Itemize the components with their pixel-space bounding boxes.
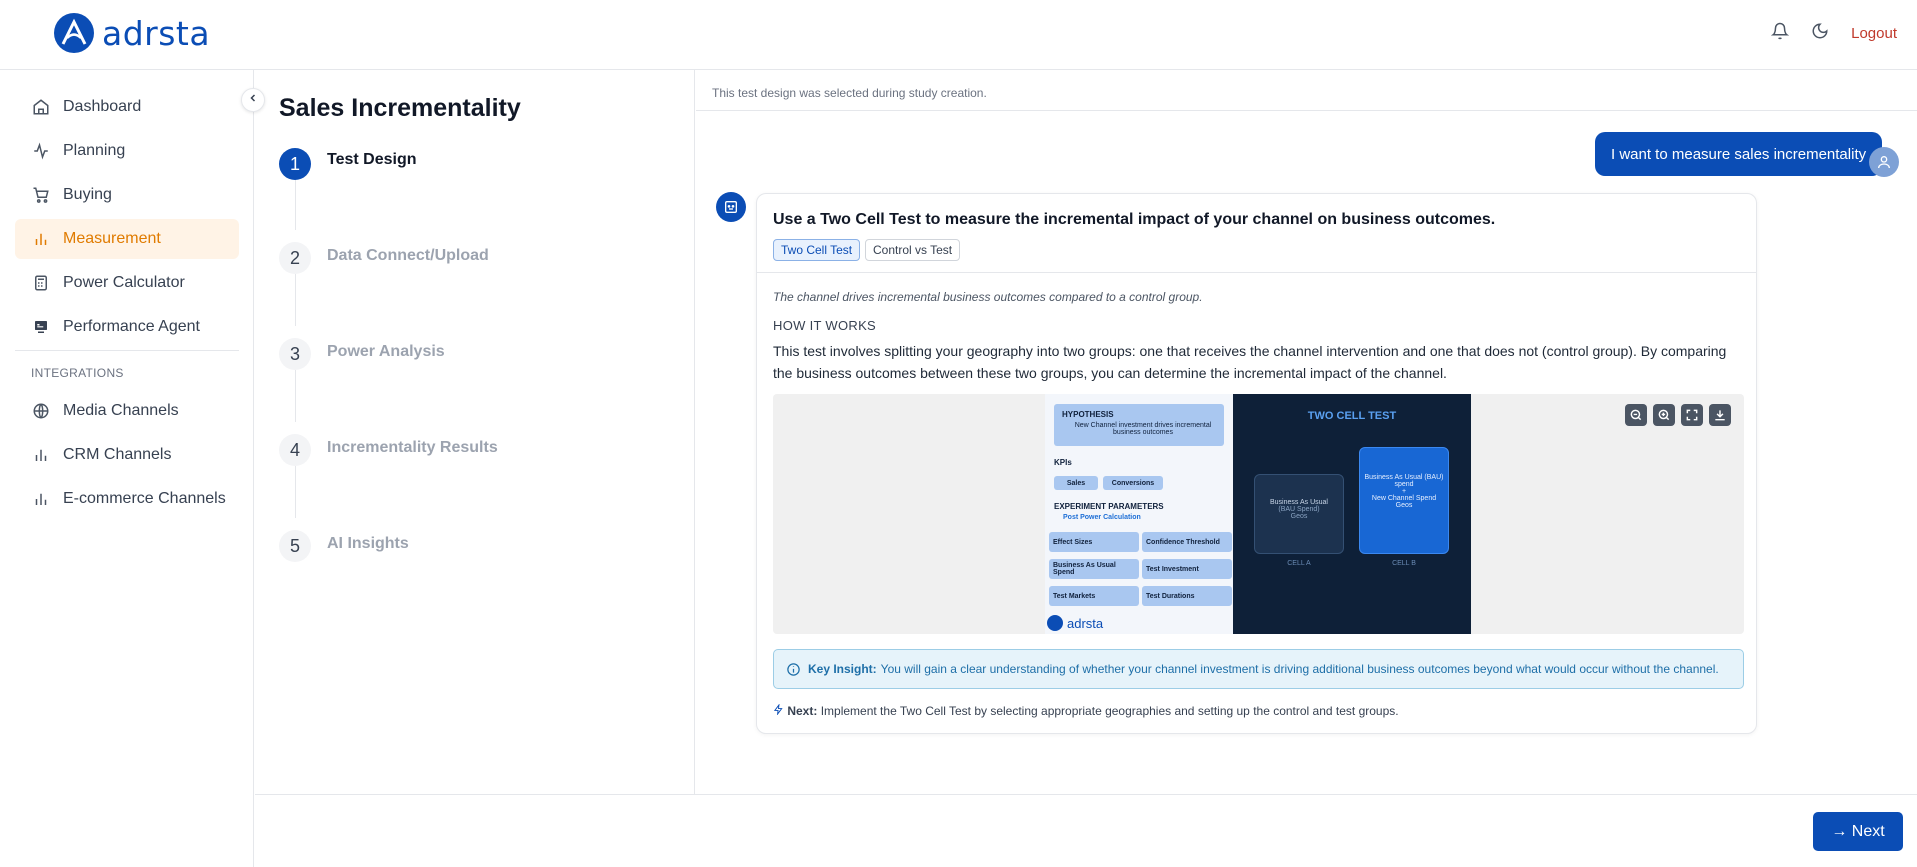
user-message: I want to measure sales incrementality [1595, 132, 1882, 176]
kpi-conversions: Conversions [1103, 476, 1163, 490]
sidebar-item-performance-agent[interactable] [15, 307, 239, 347]
sidebar-item-label: Measurement [63, 230, 161, 247]
step-label: Power Analysis [327, 343, 445, 360]
top-bar [0, 0, 1917, 70]
step-number: 2 [279, 242, 311, 274]
sidebar-item-label: Planning [63, 142, 126, 159]
cell-b-box [1359, 447, 1449, 554]
step-label: AI Insights [327, 535, 409, 552]
cell-b-label: CELL B [1392, 560, 1416, 567]
cell-a-geos: Geos [1290, 513, 1308, 520]
bar-chart-icon [31, 489, 51, 509]
divider [696, 110, 1917, 111]
next-label: Next: [787, 704, 818, 718]
card-description: The channel drives incremental business outcomes compared to a control group. [773, 290, 1203, 304]
bot-avatar-icon [716, 192, 746, 222]
card-title: Use a Two Cell Test to measure the incremental impact of your channel on business outcomes. [773, 211, 1496, 228]
bell-icon[interactable] [1771, 22, 1789, 45]
cell-a-label: CELL A [1287, 560, 1311, 567]
integrations-section-label: INTEGRATIONS [31, 366, 124, 380]
tag-control-vs-test[interactable]: Control vs Test [865, 239, 960, 261]
fullscreen-icon[interactable] [1681, 404, 1703, 426]
download-icon[interactable] [1709, 404, 1731, 426]
cell-b-text: + [1401, 488, 1407, 495]
sidebar-divider [15, 350, 239, 351]
hypothesis-title: HYPOTHESIS [1062, 410, 1114, 419]
param-bau-spend: Business As Usual Spend [1049, 559, 1139, 579]
step-number: 5 [279, 530, 311, 562]
params-subtitle: Post Power Calculation [1063, 514, 1141, 521]
param-test-investment: Test Investment [1142, 559, 1232, 579]
step-data-connect[interactable] [279, 242, 489, 274]
step-test-design[interactable] [279, 148, 417, 180]
calculator-icon [31, 273, 51, 293]
sidebar-item-ecommerce-channels[interactable] [15, 479, 239, 519]
kpi-sales: Sales [1054, 476, 1098, 490]
info-icon [786, 662, 801, 680]
logo-text: adrsta [102, 13, 211, 53]
assistant-response-card [756, 193, 1757, 734]
diagram-test-title: TWO CELL TEST [1307, 410, 1397, 422]
sidebar-collapse-button[interactable] [241, 88, 265, 112]
step-number: 1 [279, 148, 311, 180]
param-effect-sizes: Effect Sizes [1049, 532, 1139, 552]
sidebar-item-label: Buying [63, 186, 112, 203]
sidebar-item-label: E-commerce Channels [63, 490, 226, 507]
cell-a-text: Business As Usual [1270, 499, 1328, 506]
lightning-icon [773, 704, 787, 718]
zoom-in-icon[interactable] [1653, 404, 1675, 426]
step-connector [295, 370, 296, 422]
page-title: Sales Incrementality [279, 94, 521, 122]
kpis-title: KPIs [1054, 458, 1072, 467]
sidebar-item-crm-channels[interactable] [15, 435, 239, 475]
diagram-parameters-panel [1045, 394, 1233, 634]
next-step-note [773, 704, 1399, 718]
cell-b-text: Business As Usual (BAU) spend [1364, 474, 1444, 488]
logo-mark-icon [1047, 615, 1063, 631]
diagram-logo-text: adrsta [1067, 615, 1104, 631]
sidebar-item-dashboard[interactable] [15, 87, 239, 127]
param-test-markets: Test Markets [1049, 586, 1139, 606]
sidebar-item-label: Media Channels [63, 402, 179, 419]
step-number: 3 [279, 338, 311, 370]
cell-b-geos: Geos [1395, 502, 1413, 509]
step-power-analysis[interactable] [279, 338, 445, 370]
footer-divider [255, 794, 1917, 795]
chat-panel [696, 70, 1917, 794]
moon-icon[interactable] [1811, 22, 1829, 45]
cell-a-box [1254, 474, 1344, 554]
user-avatar-icon [1869, 147, 1899, 177]
step-connector [295, 274, 296, 326]
key-insight-text: You will gain a clear understanding of whether your channel investment is driving additional business outcomes beyond what would occur without the channel. [880, 662, 1719, 676]
key-insight-label: Key Insight: [808, 662, 877, 676]
how-it-works-text: This test involves splitting your geography into two groups: one that receives the channel intervention and one that does not (control group). By comparing the business outcomes between these two groups, you can determine the incremental impact of the channel. [773, 343, 1727, 381]
hypothesis-text: New Channel investment drives incremental business outcomes [1074, 422, 1212, 436]
cell-a-text: (BAU Spend) [1278, 506, 1320, 513]
sidebar-item-label: CRM Channels [63, 446, 172, 463]
key-insight-banner [773, 649, 1744, 689]
sidebar-item-planning[interactable] [15, 131, 239, 171]
diagram-logo [1047, 615, 1103, 631]
sidebar-item-label: Performance Agent [63, 318, 200, 335]
globe-icon [31, 401, 51, 421]
sidebar [0, 70, 254, 867]
agent-icon [31, 317, 51, 337]
param-confidence-threshold: Confidence Threshold [1142, 532, 1232, 552]
selection-notice: This test design was selected during study creation. [712, 86, 987, 100]
hypothesis-box [1054, 404, 1224, 446]
chevron-left-icon [247, 91, 259, 109]
how-it-works-heading: HOW IT WORKS [773, 318, 877, 333]
steps-panel [255, 70, 695, 794]
step-label: Incrementality Results [327, 439, 498, 456]
two-cell-test-diagram [773, 394, 1744, 634]
params-title: EXPERIMENT PARAMETERS [1054, 502, 1164, 511]
bar-chart-icon [31, 445, 51, 465]
activity-icon [31, 141, 51, 161]
cart-icon [31, 185, 51, 205]
sidebar-item-buying[interactable] [15, 175, 239, 215]
tag-two-cell-test[interactable]: Two Cell Test [773, 239, 860, 261]
diagram-cells-panel [1233, 394, 1471, 634]
step-label: Data Connect/Upload [327, 247, 489, 264]
logout-link[interactable]: Logout [1851, 25, 1897, 42]
step-incrementality-results[interactable] [279, 434, 498, 466]
sidebar-item-power-calculator[interactable] [15, 263, 239, 303]
next-button[interactable]: → Next [1813, 812, 1903, 851]
step-number: 4 [279, 434, 311, 466]
zoom-out-icon[interactable] [1625, 404, 1647, 426]
step-connector [295, 178, 296, 230]
bar-chart-icon [31, 229, 51, 249]
next-text: Implement the Two Cell Test by selecting appropriate geographies and setting up the control and test groups. [820, 704, 1399, 718]
sidebar-item-media-channels[interactable] [15, 391, 239, 431]
divider [757, 272, 1756, 273]
brand-logo[interactable] [54, 13, 210, 53]
sidebar-item-label: Dashboard [63, 98, 142, 115]
step-label: Test Design [327, 151, 417, 168]
step-connector [295, 466, 296, 518]
sidebar-item-measurement[interactable] [15, 219, 239, 259]
param-test-durations: Test Durations [1142, 586, 1232, 606]
cell-b-text: New Channel Spend [1371, 495, 1437, 502]
step-ai-insights[interactable] [279, 530, 409, 562]
home-icon [31, 97, 51, 117]
sidebar-item-label: Power Calculator [63, 274, 185, 291]
logo-mark-icon [54, 13, 94, 53]
